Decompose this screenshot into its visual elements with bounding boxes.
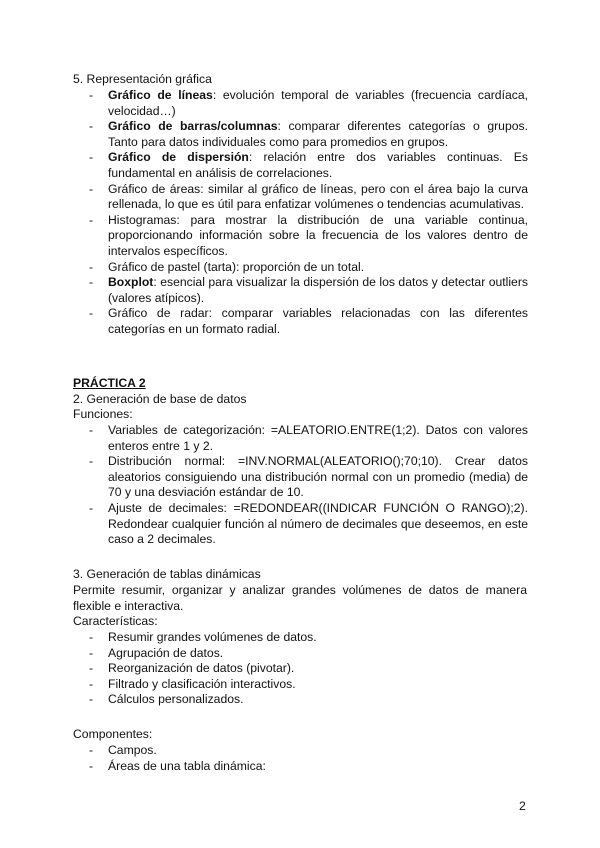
component-item: - Campos. xyxy=(0,743,528,759)
functions-label: Funciones: xyxy=(73,407,133,421)
features-list xyxy=(0,630,528,708)
pivot-intro: Permite resumir, organizar y analizar grandes volúmenes de datos de manera flexible e interactiva. xyxy=(73,583,527,613)
practice-title: PRÁCTICA 2 xyxy=(73,376,146,390)
list-item xyxy=(0,150,528,181)
function-item: - Ajuste de decimales: =REDONDEAR((INDICAR FUNCIÓN O RANGO);2). Redondear cualquier función al número de decimales que deseemos, en este caso a 2 decimales. xyxy=(0,501,528,548)
functions-list xyxy=(0,423,528,548)
list-item xyxy=(0,182,528,213)
page-number: 2 xyxy=(519,799,526,813)
item-term: Boxplot xyxy=(108,275,154,290)
feature-item: - Resumir grandes volúmenes de datos. xyxy=(0,630,528,646)
item-description: Histogramas: para mostrar la distribución de una variable continua, proporcionando información sobre la frecuencia de los valores dentro de intervalos específicos. xyxy=(108,212,528,258)
section-heading: 3. Generación de tablas dinámicas xyxy=(73,567,261,581)
item-description: : esencial para visualizar la dispersión de los datos y detectar outliers (valores atípicos). xyxy=(108,275,528,305)
function-item: - Distribución normal: =INV.NORMAL(ALEATORIO();70;10). Crear datos aleatorios consiguiendo una distribución normal con un promedio (media) de 70 y una desviación estándar de 10. xyxy=(0,454,528,501)
list-item xyxy=(0,275,528,306)
section-heading: 5. Representación gráfica xyxy=(73,72,212,86)
components-list xyxy=(0,743,528,774)
list-item xyxy=(0,306,528,337)
list-item xyxy=(0,213,528,260)
section-heading: 2. Generación de base de datos xyxy=(73,392,247,406)
component-item: - Áreas de una tabla dinámica: xyxy=(0,759,528,775)
item-description: Gráfico de áreas: similar al gráfico de líneas, pero con el área bajo la curva rellenada, lo que es útil para enfatizar volúmenes o tendencias acumulativas. xyxy=(108,181,528,212)
list-item xyxy=(0,260,528,276)
feature-item: - Agrupación de datos. xyxy=(0,646,528,662)
item-description: : relación entre dos variables continuas. Es fundamental en análisis de correlaciones. xyxy=(108,150,528,180)
function-item: - Variables de categorización: =ALEATORIO.ENTRE(1;2). Datos con valores enteros entre 1 y 2. xyxy=(0,423,528,454)
item-description: : evolución temporal de variables (frecuencia cardíaca, velocidad…) xyxy=(108,88,528,118)
list-item xyxy=(0,88,528,119)
feature-item: - Filtrado y clasificación interactivos. xyxy=(0,677,528,693)
item-term: Gráfico de dispersión xyxy=(108,150,249,165)
item-term: Gráfico de líneas xyxy=(108,88,213,102)
item-term: Gráfico de barras/columnas xyxy=(108,119,278,134)
item-description: : comparar diferentes categorías o grupos. Tanto para datos individuales como para promedios en grupos. xyxy=(108,119,528,149)
item-description: Gráfico de radar: comparar variables relacionadas con las diferentes categorías en un formato radial. xyxy=(108,306,528,336)
chart-types-list xyxy=(0,88,528,338)
components-label: Componentes: xyxy=(73,727,153,741)
features-label: Características: xyxy=(73,614,158,628)
list-item xyxy=(0,119,528,150)
item-description: Gráfico de pastel (tarta): proporción de un total. xyxy=(108,259,365,274)
feature-item: - Cálculos personalizados. xyxy=(0,692,528,708)
feature-item: - Reorganización de datos (pivotar). xyxy=(0,661,528,677)
